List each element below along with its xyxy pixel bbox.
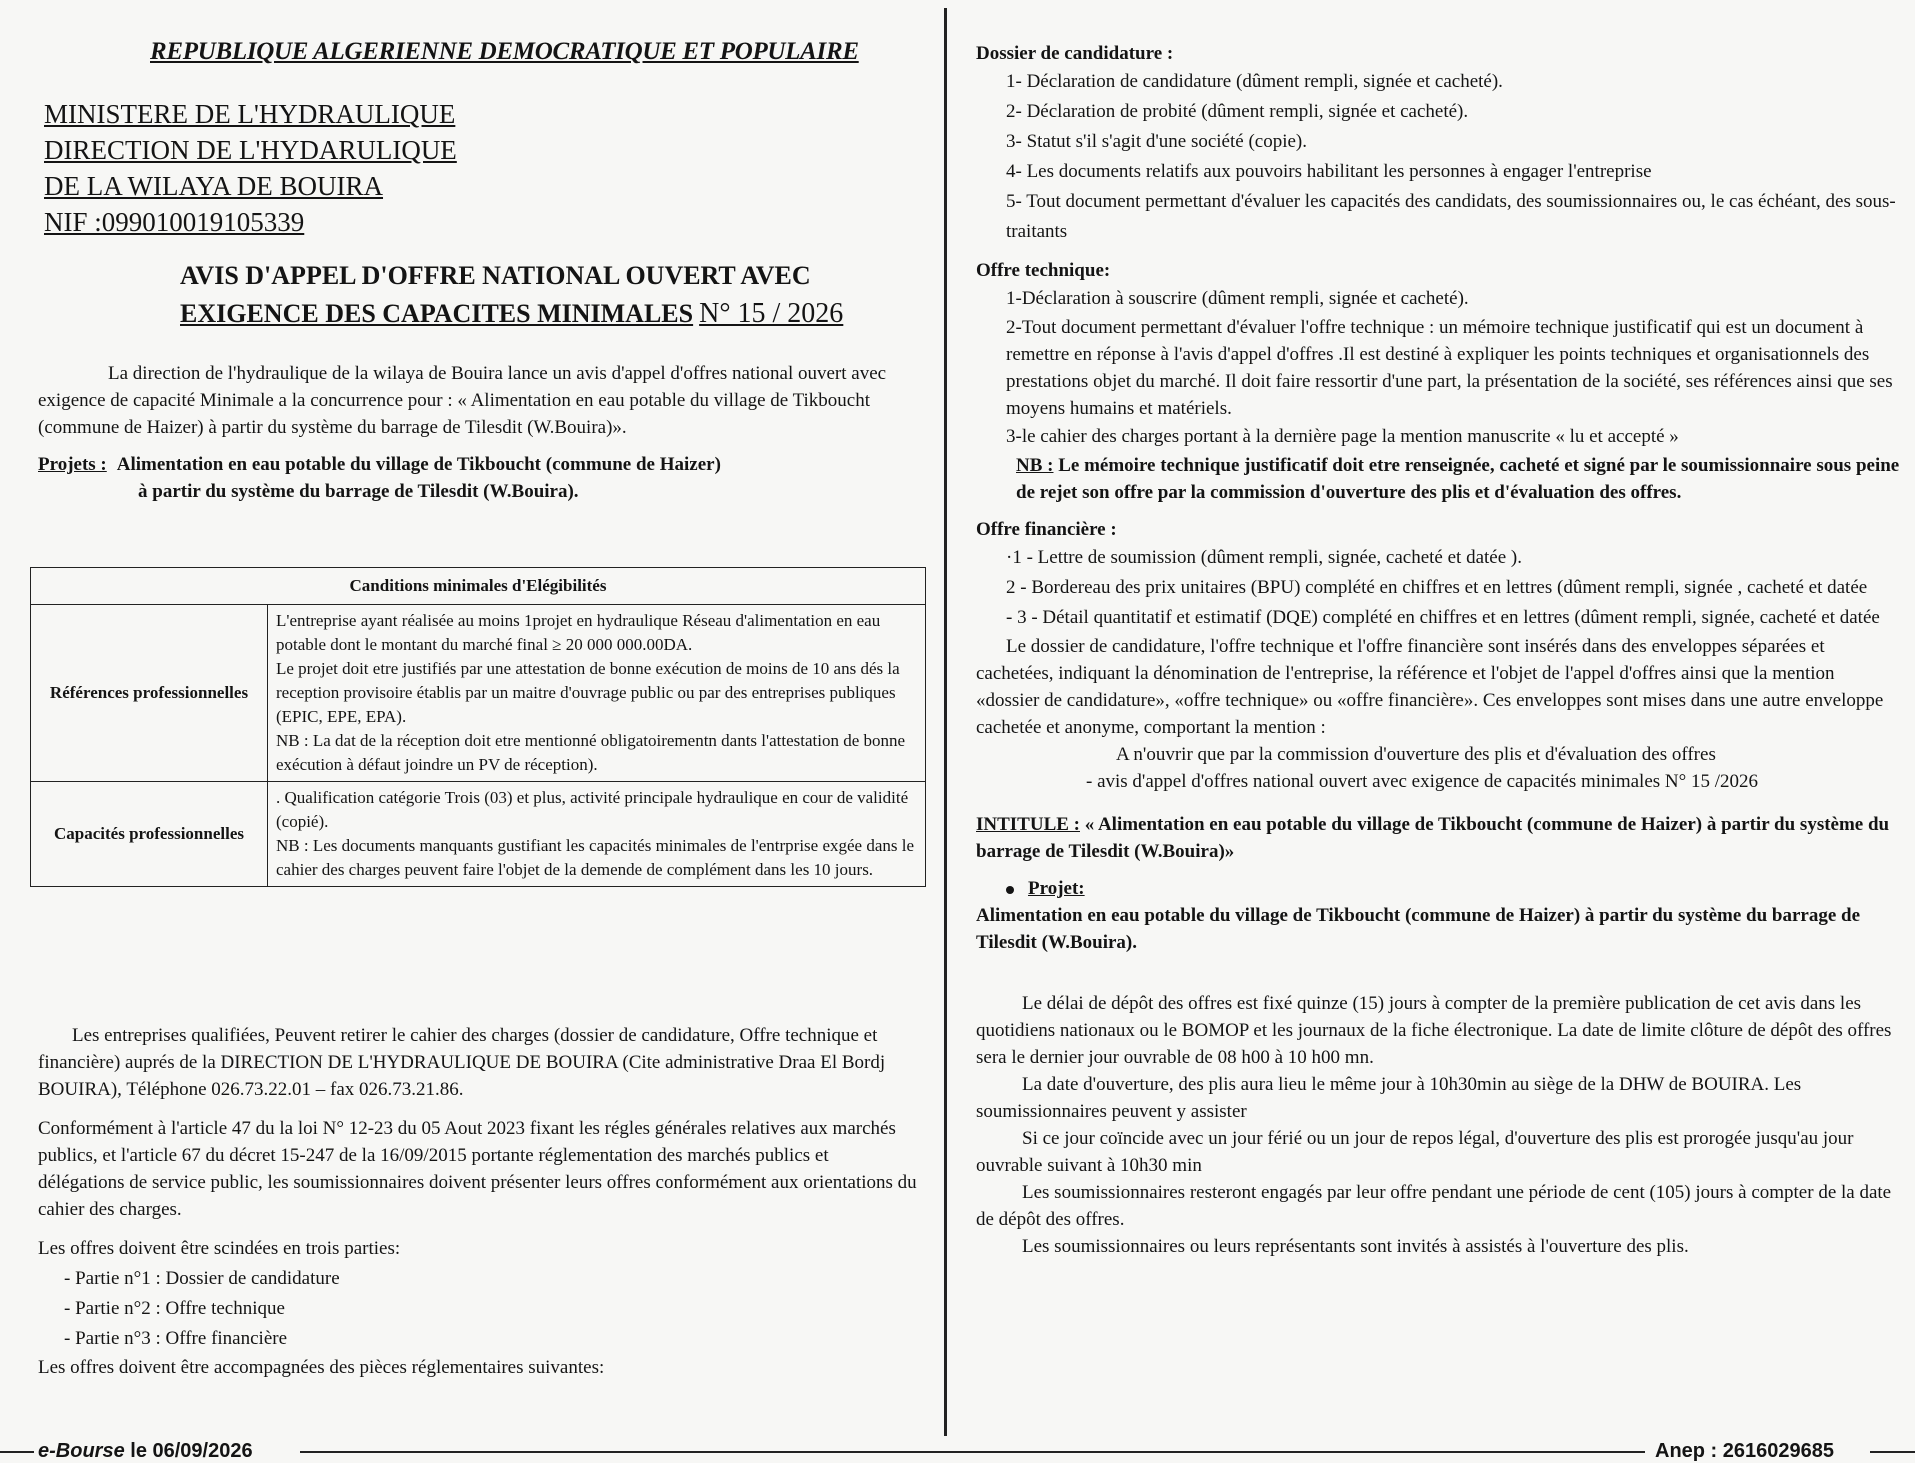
list-item: 5- Tout document permettant d'évaluer les capacités des candidats, des soumissionnaires ou, le cas échéant, des sous-traitants <box>1006 191 1896 242</box>
projet-text: Alimentation en eau potable du village de Tikboucht (commune de Haizer) à partir du système du barrage de Tilesdit (W.Bouira). <box>976 905 1861 953</box>
nif-line: NIF :099010019105339 <box>44 207 305 237</box>
references-line: L'entreprise ayant réalisée au moins 1projet en hydraulique Réseau d'alimentation en eau potable dont le montant du marché final ≥ 20 000 000.00DA. <box>276 611 881 654</box>
capacites-nb: NB : Les documents manquants gustifiant les capacités minimales de l'entrprise exgée dans le cahier des charges peuvent faire l'objet de la demende de complément dans les 10 jours. <box>276 836 915 879</box>
mention-line2: - avis d'appel d'offres national ouvert avec exigence de capacités minimales N° 15 /2026 <box>1086 771 1758 792</box>
footer-brand: e-Bourse <box>38 1440 125 1462</box>
ministry-line: MINISTERE DE L'HYDRAULIQUE <box>44 99 456 129</box>
nb-label: NB : <box>1016 455 1054 476</box>
conditions-table <box>30 567 926 887</box>
delais-section <box>976 990 1901 1260</box>
retrait-paragraph: Les entreprises qualifiées, Peuvent retirer le cahier des charges (dossier de candidature, Offre technique et financière) auprés de la DIRECTION DE L'HYDRAULIQUE DE BOUIRA (Cite administrative Draa El Bordj BOUIRA), Téléphone 026.73.22.01 – fax 026.73.21.86. <box>38 1025 886 1100</box>
projets-line1: Alimentation en eau potable du village de Tikboucht (commune de Haizer) <box>116 454 721 475</box>
notice-title <box>180 257 843 333</box>
footer-anep: Anep : 2616029685 <box>1655 1440 1835 1462</box>
technique-title: Offre technique: <box>976 260 1111 281</box>
capacites-value <box>268 782 926 887</box>
references-key: Références professionnelles <box>31 605 268 782</box>
assistance-paragraph: Les soumissionnaires ou leurs représentants sont invités à assistés à l'ouverture des plis. <box>1022 1236 1689 1257</box>
parts-list <box>38 1264 918 1354</box>
references-line: Le projet doit etre justifiés par une attestation de bonne exécution de moins de 10 ans dés la reception provisoire établis par un maitre d'ouvrage public ou par des entreprises publiques (EPIC, EPE, EPA). <box>276 659 900 726</box>
conformement-paragraph: Conformément à l'article 47 du la loi N° 12-23 du 05 Aout 2023 fixant les régles générales relatives aux marchés publics, et l'article 67 du décret 15-247 de la 16/09/2015 portante réglementation des marchés publics et délégations de service public, les soumissionnaires doivent présenter leurs offres conformément aux orientations du cahier des charges. <box>38 1118 917 1220</box>
list-item: ·1 - Lettre de soumission (dûment rempli, signée, cacheté et datée ). <box>1006 547 1522 568</box>
direction-line: DIRECTION DE L'HYDARULIQUE <box>44 135 457 165</box>
lower-left-section <box>38 1022 918 1393</box>
projets-line2: à partir du système du barrage de Tilesdit (W.Bouira). <box>138 481 579 502</box>
projet-bullet <box>976 875 1901 902</box>
intitule-text: « Alimentation en eau potable du village de Tikboucht (commune de Haizer) à partir du système du barrage de Tilesdit (W.Bouira)» <box>976 814 1890 862</box>
ministry-block <box>44 96 457 240</box>
table-row <box>31 782 926 887</box>
notice-number: N° 15 / 2026 <box>699 298 844 329</box>
list-item: 3- Statut s'il s'agit d'une société (copie). <box>1006 131 1308 152</box>
list-item: 4- Les documents relatifs aux pouvoirs habilitant les personnes à engager l'entreprise <box>1006 161 1652 182</box>
table-row <box>31 605 926 782</box>
footer-rule-left <box>0 1451 34 1453</box>
intro-paragraph: La direction de l'hydraulique de la wilaya de Bouira lance un avis d'appel d'offres national ouvert avec exigence de capacité Minimale a la concurrence pour : « Alimentation en eau potable du village de Tikboucht (commune de Haizer) à partir du système du barrage de Tilesdit (W.Bouira)». <box>38 363 887 438</box>
mention-line1: A n'ouvrir que par la commission d'ouverture des plis et d'évaluation des offres <box>1116 744 1716 765</box>
capacites-key: Capacités professionnelles <box>31 782 268 887</box>
intitule-block <box>976 811 1901 865</box>
list-item: - Partie n°3 : Offre financière <box>64 1328 288 1349</box>
ouverture-paragraph: La date d'ouverture, des plis aura lieu le même jour à 10h30min au siège de la DHW de BOUIRA. Les soumissionnaires peuvent y assister <box>976 1074 1802 1122</box>
list-item: - Partie n°2 : Offre technique <box>64 1298 285 1319</box>
list-item: 3-le cahier des charges portant à la dernière page la mention manuscrite « lu et accepté » <box>1006 426 1679 447</box>
republic-heading: REPUBLIQUE ALGERIENNE DEMOCRATIQUE ET POPULAIRE <box>150 38 859 65</box>
financiere-title: Offre financière : <box>976 519 1117 540</box>
list-item: 1-Déclaration à souscrire (dûment rempli, signée et cacheté). <box>1006 288 1469 309</box>
nb-text: Le mémoire technique justificatif doit etre renseignée, cacheté et signé par le soumissionnaire sous peine de rejet son offre par la commission d'ouverture des plis et d'évaluation des offres. <box>1016 455 1900 503</box>
footer-rule-right <box>1870 1451 1915 1453</box>
enveloppes-paragraph: Le dossier de candidature, l'offre technique et l'offre financière sont insérés dans des enveloppes séparées et cachetées, indiquant la dénomination de l'entreprise, la référence et l'objet de l'appel d'offres ainsi que la mention «dossier de candidature», «offre technique» ou «offre financière». Ces enveloppes sont mises dans une autre enveloppe cachetée et anonyme, comportant la mention : <box>976 636 1884 738</box>
projets-block <box>38 451 918 505</box>
footer-date: le 06/09/2026 <box>124 1440 253 1462</box>
references-nb: NB : La dat de la réception doit etre mentionné obligatoirementn dants l'attestation de bonne exécution à défaut joindre un PV de réception). <box>276 731 906 774</box>
projet-label: Projet: <box>1028 878 1085 899</box>
list-item: 2-Tout document permettant d'évaluer l'offre technique : un mémoire technique justificatif qui est un document à remettre en réponse à l'avis d'appel d'offres .Il est destiné à expliquer les points techniques et organisationnels des prestations objet du marché. Il doit faire ressortir d'une part, la présentation de la société, ses références ainsi que ses moyens humains et matériels. <box>1006 317 1893 419</box>
dossier-title: Dossier de candidature : <box>976 43 1174 64</box>
wilaya-line: DE LA WILAYA DE BOUIRA <box>44 171 384 201</box>
delai-paragraph: Le délai de dépôt des offres est fixé quinze (15) jours à compter de la première publication de cet avis dans les quotidiens nationaux ou le BOMOP et les journaux de la fiche électronique. La date de limite clôture de dépôt des offres sera le dernier jour ouvrable de 08 h00 à 10 h00 mn. <box>976 993 1892 1068</box>
footer-rule-middle <box>300 1451 1645 1453</box>
ferie-paragraph: Si ce jour coïncide avec un jour férié ou un jour de repos légal, d'ouverture des plis est prorogée jusqu'au jour ouvrable suivant à 10h30 min <box>976 1128 1854 1176</box>
column-divider <box>944 8 947 1436</box>
conditions-header: Canditions minimales d'Elégibilités <box>31 568 926 605</box>
intro-section <box>38 360 918 545</box>
list-item: - 3 - Détail quantitatif et estimatif (DQE) complété en chiffres et en lettres (dûment rempli, signée, cacheté et datée <box>1006 607 1880 628</box>
list-item: 2 - Bordereau des prix unitaires (BPU) complété en chiffres et en lettres (dûment rempli, signée , cacheté et datée <box>1006 577 1868 598</box>
intitule-label: INTITULE : <box>976 814 1080 835</box>
engagement-paragraph: Les soumissionnaires resteront engagés par leur offre pendant une période de cent (105) jours à compter de la date de dépôt des offres. <box>976 1182 1892 1230</box>
bullet-icon <box>1006 886 1014 894</box>
notice-title-line2: EXIGENCE DES CAPACITES MINIMALES <box>180 299 694 328</box>
scindees-line: Les offres doivent être scindées en trois parties: <box>38 1238 401 1259</box>
notice-title-line1: AVIS D'APPEL D'OFFRE NATIONAL OUVERT AVEC <box>180 261 811 290</box>
technique-nb <box>976 452 1901 506</box>
list-item: 2- Déclaration de probité (dûment rempli, signée et cacheté). <box>1006 101 1469 122</box>
projets-label: Projets : <box>38 454 107 475</box>
right-body <box>976 40 1901 1260</box>
list-item: - Partie n°1 : Dossier de candidature <box>64 1268 340 1289</box>
list-item: 1- Déclaration de candidature (dûment rempli, signée et cacheté). <box>1006 71 1503 92</box>
references-value <box>268 605 926 782</box>
footer <box>0 1440 1915 1462</box>
accompagnees-line: Les offres doivent être accompagnées des pièces réglementaires suivantes: <box>38 1357 605 1378</box>
capacites-line: . Qualification catégorie Trois (03) et plus, activité principale hydraulique en cour de validité (copié). <box>276 788 909 831</box>
footer-source <box>38 1440 253 1463</box>
